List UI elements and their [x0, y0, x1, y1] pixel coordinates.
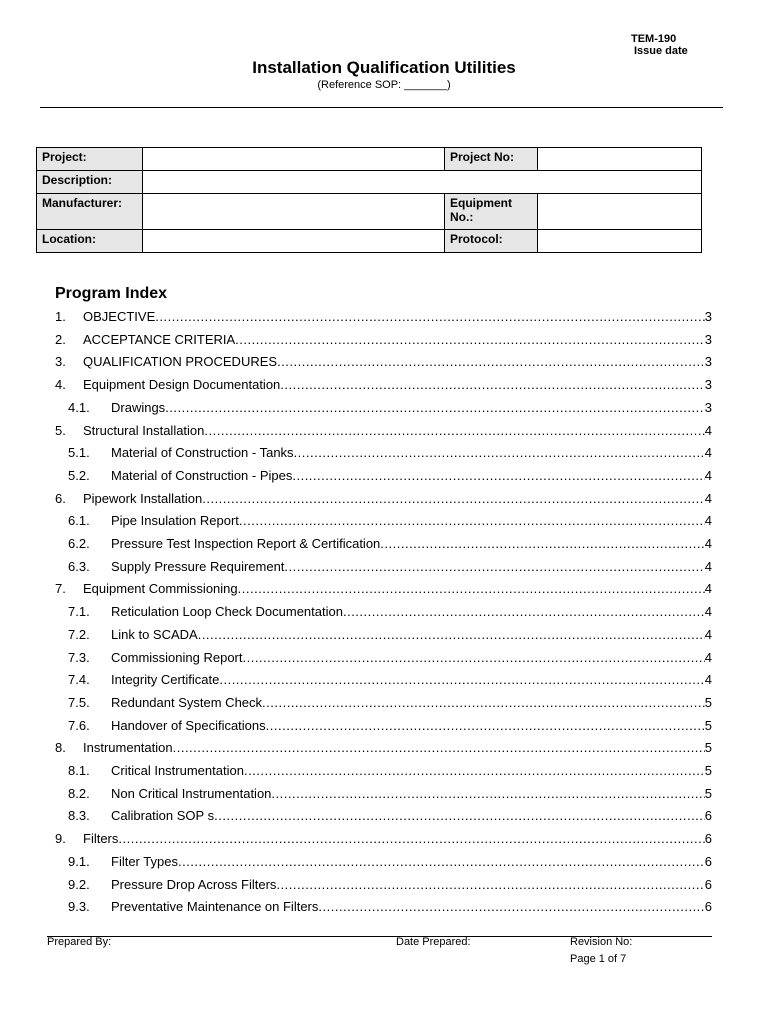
protocol-label: Protocol:: [445, 230, 538, 253]
toc-entry-title: Pipe Insulation Report: [111, 513, 239, 528]
toc-entry-page: 4: [704, 650, 712, 665]
toc-entry[interactable]: [68, 513, 712, 533]
toc-dot-leader: [219, 672, 704, 687]
toc-dot-leader: [155, 309, 705, 324]
toc-entry[interactable]: [55, 309, 712, 329]
toc-entry-page: 4: [704, 423, 712, 438]
toc-entry-title: Material of Construction - Tanks: [111, 445, 294, 460]
toc-entry-number: 6.: [55, 491, 66, 506]
toc-dot-leader: [277, 354, 705, 369]
toc-dot-leader: [262, 695, 705, 710]
toc-entry-number: 9.3.: [68, 899, 90, 914]
project-row: [37, 148, 702, 171]
manufacturer-row: [37, 194, 702, 230]
toc-dot-leader: [343, 604, 705, 619]
toc-dot-leader: [178, 854, 705, 869]
toc-entry[interactable]: [68, 718, 712, 738]
toc-entry-number: 6.3.: [68, 559, 90, 574]
toc-entry-number: 7.1.: [68, 604, 90, 619]
toc-entry-number: 7.3.: [68, 650, 90, 665]
toc-entry[interactable]: [55, 581, 712, 601]
toc-entry-number: 6.2.: [68, 536, 90, 551]
project-info-table: [36, 147, 702, 253]
toc-entry-title: Calibration SOP s: [111, 808, 215, 823]
toc-entry-title: Preventative Maintenance on Filters: [111, 899, 319, 914]
toc-dot-leader: [118, 831, 704, 846]
toc-entry-page: 5: [704, 718, 712, 733]
toc-entry-number: 1.: [55, 309, 66, 324]
equipment-no-field[interactable]: [538, 194, 702, 230]
toc-entry[interactable]: [68, 650, 712, 670]
manufacturer-field[interactable]: [143, 194, 445, 230]
toc-entry-page: 4: [704, 627, 712, 642]
project-label: Project:: [37, 148, 143, 171]
toc-entry-page: 4: [704, 445, 712, 460]
toc-entry[interactable]: [55, 354, 712, 374]
toc-dot-leader: [198, 627, 705, 642]
toc-entry-number: 7.5.: [68, 695, 90, 710]
toc-entry-title: Non Critical Instrumentation: [111, 786, 272, 801]
issue-date-label: Issue date: [634, 45, 688, 57]
toc-entry-title: Reticulation Loop Check Documentation: [111, 604, 343, 619]
toc-dot-leader: [280, 377, 704, 392]
toc-entry[interactable]: [68, 445, 712, 465]
toc-dot-leader: [202, 491, 705, 506]
toc-entry-title: Filters: [83, 831, 119, 846]
toc-entry[interactable]: [68, 536, 712, 556]
description-row: [37, 171, 702, 194]
toc-entry-title: Handover of Specifications: [111, 718, 266, 733]
toc-entry-number: 3.: [55, 354, 66, 369]
prepared-by-label: Prepared By:: [47, 936, 112, 948]
toc-dot-leader: [294, 445, 705, 460]
toc-entry[interactable]: [68, 786, 712, 806]
toc-entry-page: 6: [704, 899, 712, 914]
toc-entry-title: Filter Types: [111, 854, 178, 869]
toc-entry-title: QUALIFICATION PROCEDURES: [83, 354, 278, 369]
toc-entry[interactable]: [55, 332, 712, 352]
location-label: Location:: [37, 230, 143, 253]
toc-entry[interactable]: [68, 899, 712, 919]
toc-entry-title: Commissioning Report: [111, 650, 243, 665]
toc-entry-page: 6: [704, 877, 712, 892]
program-index-heading: Program Index: [55, 285, 168, 302]
revision-no-label: Revision No:: [570, 936, 633, 948]
toc-entry-title: Redundant System Check: [111, 695, 263, 710]
location-row: [37, 230, 702, 253]
toc-entry[interactable]: [55, 377, 712, 397]
toc-dot-leader: [271, 786, 704, 801]
reference-sop: (Reference SOP: _______): [317, 79, 451, 91]
toc-entry-number: 5.2.: [68, 468, 90, 483]
toc-entry[interactable]: [68, 854, 712, 874]
toc-entry[interactable]: [55, 491, 712, 511]
toc-entry[interactable]: [68, 604, 712, 624]
header-divider: [40, 107, 723, 108]
toc-entry-number: 7.6.: [68, 718, 90, 733]
toc-entry-number: 2.: [55, 332, 66, 347]
toc-entry-number: 4.1.: [68, 400, 90, 415]
project-no-field[interactable]: [538, 148, 702, 171]
toc-dot-leader: [276, 877, 704, 892]
description-field[interactable]: [143, 171, 702, 194]
toc-entry-page: 5: [704, 695, 712, 710]
toc-entry-page: 3: [704, 377, 712, 392]
toc-entry-page: 4: [704, 491, 712, 506]
toc-entry-page: 4: [704, 672, 712, 687]
toc-entry-page: 4: [704, 604, 712, 619]
toc-entry-title: Equipment Design Documentation: [83, 377, 281, 392]
toc-entry-page: 4: [704, 559, 712, 574]
toc-entry[interactable]: [55, 423, 712, 443]
toc-entry[interactable]: [68, 695, 712, 715]
toc-dot-leader: [214, 808, 705, 823]
toc-entry-title: Supply Pressure Requirement: [111, 559, 285, 574]
toc-entry-number: 8.: [55, 740, 66, 755]
page-number: Page 1 of 7: [570, 953, 627, 965]
date-prepared-label: Date Prepared:: [396, 936, 471, 948]
toc-entry-page: 5: [704, 740, 712, 755]
toc-entry-number: 8.2.: [68, 786, 90, 801]
toc-entry-title: Structural Installation: [83, 423, 205, 438]
toc-entry-page: 4: [704, 581, 712, 596]
toc-entry-page: 3: [704, 332, 712, 347]
toc-entry-number: 8.1.: [68, 763, 90, 778]
toc-entry-page: 5: [704, 786, 712, 801]
toc-entry-title: Pressure Test Inspection Report & Certification: [111, 536, 381, 551]
manufacturer-label: Manufacturer:: [37, 194, 143, 230]
document-code: TEM-190: [631, 33, 677, 45]
toc-dot-leader: [284, 559, 704, 574]
toc-entry-page: 3: [704, 309, 712, 324]
toc-dot-leader: [243, 650, 705, 665]
project-field[interactable]: [143, 148, 445, 171]
toc-entry-number: 5.1.: [68, 445, 90, 460]
protocol-field[interactable]: [538, 230, 702, 253]
toc-entry-title: ACCEPTANCE CRITERIA: [83, 332, 236, 347]
toc-entry[interactable]: [55, 831, 712, 851]
toc-dot-leader: [266, 718, 705, 733]
toc-entry[interactable]: [68, 877, 712, 897]
toc-entry-number: 7.: [55, 581, 66, 596]
toc-entry[interactable]: [68, 763, 712, 783]
toc-entry-page: 4: [704, 513, 712, 528]
toc-entry-title: Instrumentation: [83, 740, 173, 755]
equipment-no-label: Equipment No.:: [445, 194, 538, 230]
toc-entry-title: Critical Instrumentation: [111, 763, 244, 778]
toc-entry-page: 6: [704, 808, 712, 823]
toc-entry[interactable]: [68, 400, 712, 420]
toc-dot-leader: [318, 899, 704, 914]
toc-entry-title: Pipework Installation: [83, 491, 203, 506]
toc-entry-title: Pressure Drop Across Filters: [111, 877, 277, 892]
page-title: Installation Qualification Utilities: [252, 58, 516, 77]
toc-dot-leader: [235, 332, 705, 347]
toc-dot-leader: [239, 513, 705, 528]
toc-entry[interactable]: [68, 808, 712, 828]
project-no-label: Project No:: [445, 148, 538, 171]
toc-entry-number: 4.: [55, 377, 66, 392]
toc-entry-page: 6: [704, 831, 712, 846]
toc-dot-leader: [238, 581, 705, 596]
toc-entry-title: OBJECTIVE: [83, 309, 156, 324]
toc-entry-number: 8.3.: [68, 808, 90, 823]
toc-dot-leader: [292, 468, 704, 483]
toc-entry[interactable]: [68, 627, 712, 647]
toc-entry-page: 3: [704, 354, 712, 369]
toc-entry[interactable]: [55, 740, 712, 760]
toc-entry-number: 7.2.: [68, 627, 90, 642]
toc-entry-number: 7.4.: [68, 672, 90, 687]
toc-entry-page: 3: [704, 400, 712, 415]
toc-entry[interactable]: [68, 468, 712, 488]
toc-entry-title: Equipment Commissioning: [83, 581, 238, 596]
toc-entry-number: 9.: [55, 831, 66, 846]
toc-dot-leader: [204, 423, 704, 438]
toc-entry-page: 4: [704, 536, 712, 551]
toc-entry-title: Drawings: [111, 400, 166, 415]
toc-entry-title: Integrity Certificate: [111, 672, 220, 687]
toc-entry-page: 4: [704, 468, 712, 483]
toc-entry-page: 6: [704, 854, 712, 869]
toc-entry-title: Material of Construction - Pipes: [111, 468, 293, 483]
toc-entry-number: 9.1.: [68, 854, 90, 869]
toc-entry-number: 9.2.: [68, 877, 90, 892]
toc-entry[interactable]: [68, 672, 712, 692]
toc-entry-title: Link to SCADA: [111, 627, 198, 642]
toc-entry-number: 5.: [55, 423, 66, 438]
toc-dot-leader: [165, 400, 705, 415]
description-label: Description:: [37, 171, 143, 194]
toc-dot-leader: [244, 763, 705, 778]
toc-dot-leader: [173, 740, 705, 755]
toc-dot-leader: [380, 536, 704, 551]
toc-entry-number: 6.1.: [68, 513, 90, 528]
location-field[interactable]: [143, 230, 445, 253]
toc-entry-page: 5: [704, 763, 712, 778]
toc-entry[interactable]: [68, 559, 712, 579]
